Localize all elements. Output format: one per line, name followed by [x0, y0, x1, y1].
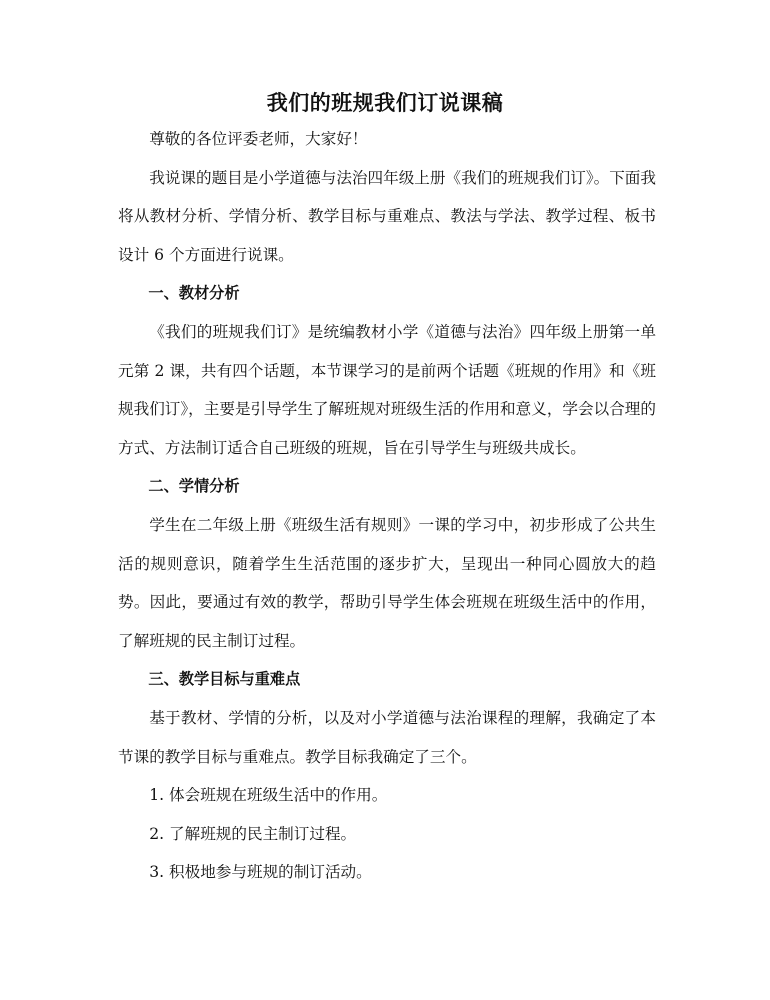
intro-paragraph: 我说课的题目是小学道德与法治四年级上册《我们的班规我们订》。下面我将从教材分析、学情分析、教学目标与重难点、教法与学法、教学过程、板书设计 6 个方面进行说课。 — [118, 168, 656, 264]
section-heading-teaching-goals: 三、教学目标与重难点 — [148, 670, 301, 689]
document-body — [118, 120, 656, 892]
student-analysis-paragraph: 学生在二年级上册《班级生活有规则》一课的学习中，初步形成了公共生活的规则意识，随着学生生活范围的逐步扩大，呈现出一种同心圆放大的趋势。因此，要通过有效的教学，帮助引导学生体会班规在班级生活中的作用，了解班规的民主制订过程。 — [118, 515, 656, 650]
document-title: 我们的班规我们订说课稿 — [266, 91, 504, 115]
teaching-goals-paragraph: 基于教材、学情的分析，以及对小学道德与法治课程的理解，我确定了本节课的教学目标与重难点。教学目标我确定了三个。 — [118, 708, 656, 766]
section-heading-textbook-analysis: 一、教材分析 — [148, 284, 240, 303]
greeting-paragraph: 尊敬的各位评委老师，大家好！ — [149, 130, 368, 148]
goal-item-1: 1. 体会班规在班级生活中的作用。 — [149, 786, 388, 805]
textbook-analysis-paragraph: 《我们的班规我们订》是统编教材小学《道德与法治》四年级上册第一单元第 2 课，共有四个话题，本节课学习的是前两个话题《班规的作用》和《班规我们订》，主要是引导学生了解班规对班级生活的作用和意义，学会以合理的方式、方法制订适合自己班级的班规，旨在引导学生与班级共成长。 — [118, 322, 656, 457]
goal-item-3: 3. 积极地参与班规的制订活动。 — [149, 863, 372, 882]
section-heading-student-analysis: 二、学情分析 — [148, 477, 240, 496]
goal-item-2: 2. 了解班规的民主制订过程。 — [149, 824, 357, 843]
